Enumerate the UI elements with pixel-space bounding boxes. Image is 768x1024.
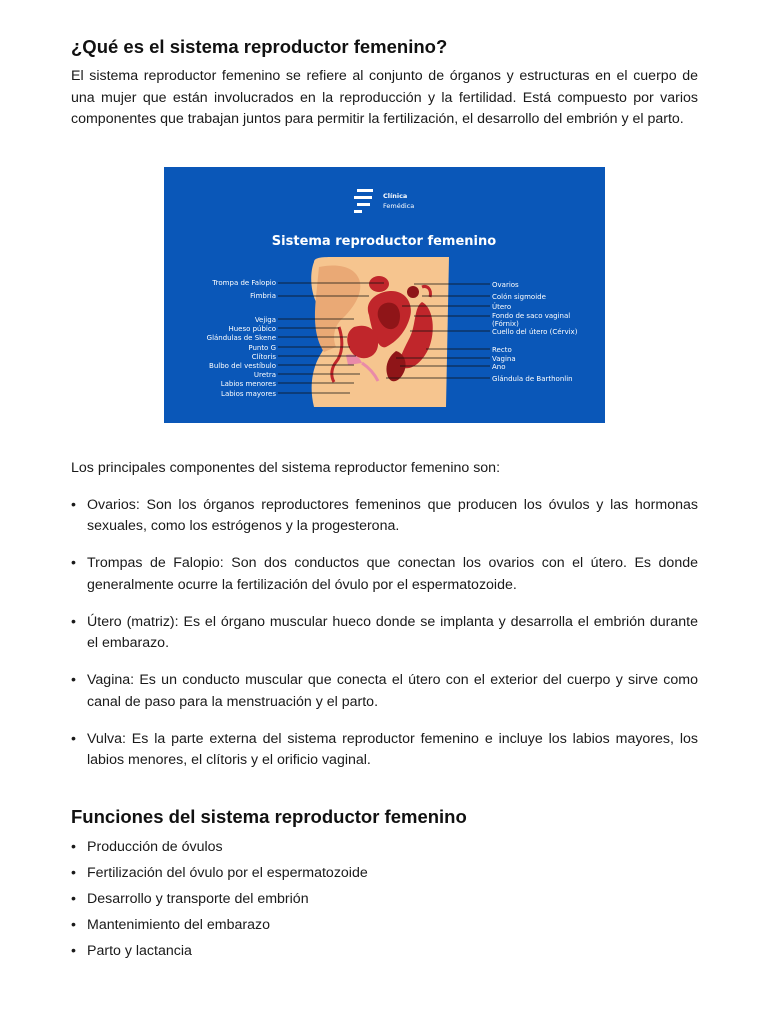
right-labels (492, 281, 578, 383)
list-item-text: Desarrollo y transporte del embrión (87, 891, 309, 907)
label-glandula-de-barthonlin: Glándula de Barthonlin (492, 375, 573, 383)
bullet-icon: • (71, 730, 76, 747)
bullet-icon: • (71, 917, 76, 933)
section-heading: ¿Qué es el sistema reproductor femenino? (71, 36, 448, 57)
anatomy-illustration (311, 257, 464, 407)
list-item (71, 553, 698, 596)
list-item-text: Producción de óvulos (87, 839, 223, 855)
list-item-text: Parto y lactancia (87, 943, 192, 959)
bullet-icon: • (71, 943, 76, 959)
label-bulbo-del-vestibulo: Bulbo del vestíbulo (209, 362, 276, 370)
bullet-icon: • (71, 891, 76, 907)
list-item-text: Fertilización del óvulo por el espermatozoide (87, 865, 368, 881)
list-item-text: Trompas de Falopio: Son dos conductos que conectan los ovarios con el útero. Es donde generalmente ocurre la fertilización del óvulo por el espermatozoide. (87, 555, 698, 593)
diagram-title: Sistema reproductor femenino (271, 234, 497, 249)
reproductive-system-diagram (164, 167, 605, 423)
label-vagina: Vagina (492, 355, 516, 363)
label-fondo-de-saco-vaginal: Fondo de saco vaginal (492, 312, 571, 320)
components-list (71, 495, 698, 772)
list-item-text: Útero (matriz): Es el órgano muscular hueco donde se implanta y desarrolla el embrión durante el embarazo. (87, 613, 698, 651)
label-clitoris: Clítoris (251, 353, 276, 361)
label-fornix: (Fórnix) (492, 320, 519, 328)
label-utero: Útero (492, 303, 512, 311)
list-item (71, 834, 698, 860)
label-labios-mayores: Labios mayores (221, 390, 276, 398)
list-item (71, 860, 698, 886)
list-item (71, 912, 698, 938)
components-section (71, 458, 698, 787)
list-item (71, 612, 698, 655)
label-colon-sigmoide: Colón sigmoide (492, 293, 546, 301)
list-item-text: Vagina: Es un conducto muscular que conecta el útero con el exterior del cuerpo y sirve como canal de paso para la menstruación y el parto. (87, 672, 698, 710)
label-fimbria: Fimbria (250, 292, 276, 300)
intro-paragraph: El sistema reproductor femenino se refiere al conjunto de órganos y estructuras en el cuerpo de una mujer que están involucrados en la reproducción y la fertilidad. Está compuesto por varios componentes que trabajan juntos para permitir la fertilización, el desarrollo del embrión y el parto. (71, 68, 698, 127)
section-what-is (71, 34, 698, 131)
list-item (71, 729, 698, 772)
list-item (71, 670, 698, 713)
bullet-icon: • (71, 672, 76, 688)
components-intro: Los principales componentes del sistema reproductor femenino son: (71, 460, 501, 476)
bullet-icon: • (71, 839, 76, 855)
bullet-icon: • (71, 555, 76, 571)
functions-list (71, 834, 698, 964)
list-item (71, 938, 698, 964)
brand-subname: Femédica (383, 202, 415, 210)
label-punto-g: Punto G (248, 344, 276, 352)
list-item-text: Ovarios: Son los órganos reproductores femeninos que producen los óvulos y las hormonas sexuales, como los estrógenos y la progesterona. (87, 496, 698, 534)
functions-section (71, 804, 698, 964)
bullet-icon: • (71, 613, 76, 630)
label-trompa-de-falopio: Trompa de Falopio (212, 279, 276, 287)
list-item (71, 495, 698, 538)
label-vejiga: Vejiga (254, 316, 276, 324)
label-recto: Recto (492, 346, 512, 354)
brand-name: Clínica (383, 192, 408, 200)
bullet-icon: • (71, 865, 76, 881)
list-item (71, 886, 698, 912)
functions-heading: Funciones del sistema reproductor femenino (71, 806, 467, 827)
bullet-icon: • (71, 496, 76, 513)
list-item-text: Mantenimiento del embarazo (87, 917, 270, 933)
label-ano: Ano (492, 363, 506, 371)
left-labels (207, 279, 277, 398)
label-uretra: Uretra (253, 371, 276, 379)
clinic-logo-icon (354, 189, 373, 213)
label-glandulas-de-skene: Glándulas de Skene (206, 334, 276, 342)
label-hueso-pubico: Hueso púbico (228, 325, 276, 333)
label-labios-menores: Labios menores (220, 380, 276, 388)
label-ovarios: Ovarios (492, 281, 519, 289)
label-cuello-del-utero: Cuello del útero (Cérvix) (492, 328, 578, 336)
diagram-svg (164, 167, 605, 423)
list-item-text: Vulva: Es la parte externa del sistema reproductor femenino e incluye los labios mayores, los labios menores, el clítoris y el orificio vaginal. (87, 730, 698, 768)
